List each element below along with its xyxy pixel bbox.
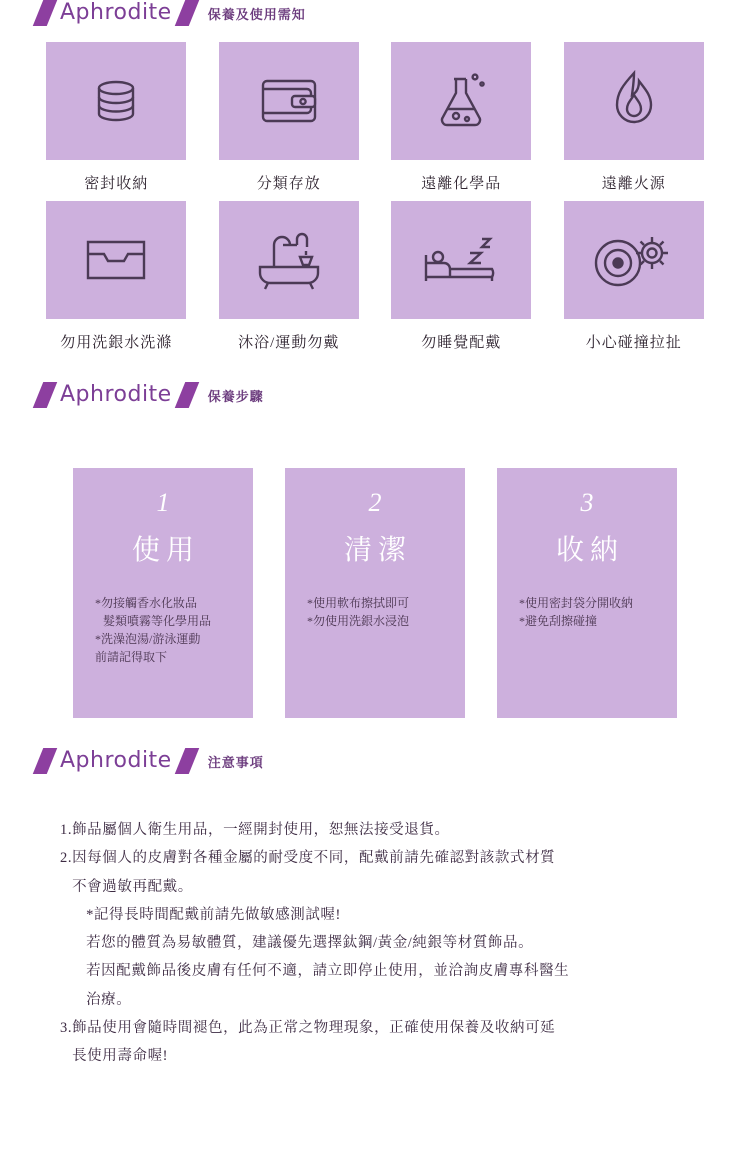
step-detail-line: *勿使用洗銀水浸泡 (307, 614, 410, 628)
note-number: 1. (60, 822, 73, 838)
care-item-label: 密封收納 (84, 176, 149, 192)
step-number: 3 (580, 488, 594, 517)
care-item-no-silver-cleaner (30, 201, 203, 352)
care-item-label: 勿用洗銀水洗滌 (60, 335, 173, 351)
note-number: 2. (60, 850, 73, 867)
sleeping-bed-icon (391, 201, 531, 319)
care-item-label: 分類存放 (256, 176, 321, 192)
section-header-notes (38, 748, 750, 774)
care-item-no-sleeping (375, 201, 548, 352)
care-item-label: 遠離化學品 (421, 176, 502, 192)
step-detail-list (299, 594, 451, 630)
step-title: 清潔 (343, 535, 412, 566)
step-card-clean (285, 468, 465, 718)
flame-icon (564, 42, 704, 160)
care-icon-grid (0, 42, 750, 352)
section-title-care: 保養及使用需知 (207, 6, 306, 22)
step-detail-line: *避免刮擦碰撞 (519, 614, 598, 628)
sealed-container-icon (46, 42, 186, 160)
care-item-avoid-fire (548, 42, 721, 193)
step-detail-line: *勿接觸香水化妝品 (95, 596, 198, 610)
step-detail-list (511, 594, 663, 630)
brand-logo-notes: Aphrodite (60, 748, 172, 773)
wallet-icon (219, 42, 359, 160)
care-item-label: 小心碰撞拉扯 (585, 335, 682, 351)
step-detail-line: 前請記得取下 (95, 650, 168, 664)
note-item-1 (60, 816, 695, 844)
note-item-2 (60, 844, 695, 1014)
step-title: 使用 (131, 535, 200, 566)
step-detail-list (87, 594, 239, 666)
section-header-steps (38, 382, 750, 408)
chemical-flask-icon (391, 42, 531, 160)
note-line: 飾品使用會隨時間褪色，此為正常之物理現象，正確使用保養及收納可延 (72, 1019, 556, 1036)
care-item-label: 勿睡覺配戴 (421, 335, 502, 351)
note-line: 治療。 (86, 991, 132, 1008)
brand-logo-care: Aphrodite (60, 0, 172, 25)
care-item-label: 遠離火源 (601, 176, 666, 192)
note-item-3 (60, 1014, 695, 1071)
note-line: 飾品屬個人衛生用品，一經開封使用，恕無法接受退貨。 (72, 822, 450, 838)
care-item-sealed-storage (30, 42, 203, 193)
note-line: 長使用壽命喔! (72, 1048, 169, 1065)
care-item-sorted-storage (203, 42, 376, 193)
care-item-avoid-impact (548, 201, 721, 352)
step-number: 2 (368, 488, 382, 517)
step-detail-line: *洗澡泡湯/游泳運動 (95, 632, 201, 646)
step-card-store (497, 468, 677, 718)
section-title-notes: 注意事項 (207, 754, 264, 770)
step-detail-line: 髮類噴霧等化學用品 (103, 614, 212, 628)
care-item-label: 沐浴/運動勿戴 (238, 335, 340, 351)
step-detail-line: *使用軟布擦拭即可 (307, 596, 410, 610)
notes-list (0, 816, 750, 1070)
section-header-care (38, 0, 750, 26)
bathtub-shower-icon (219, 201, 359, 319)
gear-disc-icon (564, 201, 704, 319)
note-line: *記得長時間配戴前請先做敏感測試喔! (86, 906, 341, 923)
section-title-steps: 保養步驟 (207, 388, 264, 404)
care-item-no-bathing (203, 201, 376, 352)
step-card-use (73, 468, 253, 718)
note-line: 因每個人的皮膚對各種金屬的耐受度不同，配戴前請先確認對該款式材質 (72, 850, 556, 867)
step-title: 收納 (555, 535, 624, 566)
care-item-avoid-chemicals (375, 42, 548, 193)
note-line: 若您的體質為易敏體質，建議優先選擇鈦鋼/黃金/純銀等材質飾品。 (86, 935, 534, 952)
note-line: 若因配戴飾品後皮膚有任何不適，請立即停止使用，並洽詢皮膚專科醫生 (86, 963, 570, 980)
step-detail-line: *使用密封袋分開收納 (519, 596, 634, 610)
maintenance-steps (0, 468, 750, 718)
note-number: 3. (60, 1019, 73, 1036)
wash-basin-icon (46, 201, 186, 319)
brand-logo-steps: Aphrodite (60, 382, 172, 407)
note-line: 不會過敏再配戴。 (72, 878, 193, 895)
step-number: 1 (156, 488, 170, 517)
